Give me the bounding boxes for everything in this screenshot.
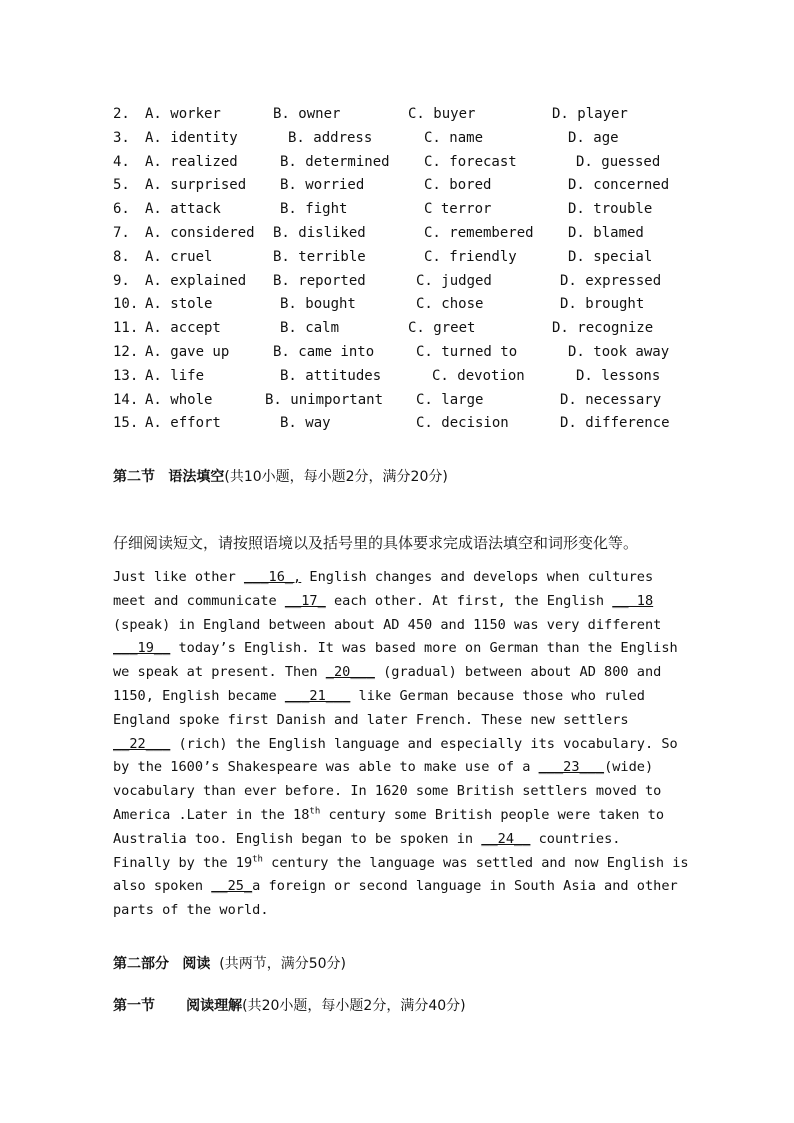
passage: Just like other ___16_, English changes and develops when cultures meet and communicate __17_ each other. At first, the English __ 18 (speak) in England between about AD 450 and 1150 was very different ___19__ today’s English. It was based more on German than the English we speak at present. Then _20___ (gradual) between about AD 800 and 1150, English became ___21___ like German because those who ruled England spoke first Danish and later French. These new settlers __22___ (rich) the English language and especially its vocabulary. So by the 1600’s Shakespeare was able to make use of a ___23___(wide) vocabulary than ever before. In 1620 some British settlers moved to America .Later in the 18th century some British people were taken to Australia too. English began to be spoken in __24__ countries. Finally by the 19th century the language was settled and now English is also spoken __25_a foreign or second language in South Asia and other parts of the world. [113, 569, 689, 919]
blank-23: ___23___ [538, 759, 605, 776]
part-heading-reading [113, 953, 346, 975]
option-a: A. accept [145, 320, 221, 337]
option-b: B. worried [280, 177, 365, 194]
option-a: A. effort [145, 415, 221, 432]
question-number: 5. [113, 177, 130, 194]
option-c: C. friendly [424, 248, 517, 265]
blank-20: _20___ [325, 664, 375, 681]
option-d: D. took away [568, 344, 670, 360]
part-name: 阅读 [182, 956, 211, 972]
question-number: 12. [113, 344, 139, 360]
option-a: A. worker [145, 106, 221, 122]
option-a: A. considered [145, 225, 255, 241]
question-number: 6. [113, 201, 130, 218]
option-d: D. lessons [576, 367, 661, 384]
part-info: (共两节，满分50分) [219, 956, 347, 972]
section-info: (共20小题，每小题2分，满分40分) [242, 998, 466, 1014]
option-c: C. remembered [424, 225, 534, 241]
option-a: A. attack [145, 201, 221, 218]
section-name: 语法填空 [168, 469, 225, 485]
option-a: A. whole [145, 391, 213, 408]
blank-25: __25_ [211, 878, 253, 895]
option-d: D. concerned [568, 177, 670, 194]
option-d: D. guessed [576, 153, 661, 170]
option-b: B. determined [280, 153, 390, 170]
question-number: 9. [113, 272, 130, 289]
question-number: 7. [113, 225, 130, 241]
question-number: 14. [113, 391, 139, 408]
option-c: C. name [424, 129, 484, 146]
option-c: C. judged [416, 272, 492, 289]
blank-17: __17_ [284, 592, 326, 609]
option-a: A. life [145, 367, 205, 384]
option-d: D. trouble [568, 201, 653, 218]
option-c: C terror [424, 201, 492, 218]
option-a: A. cruel [145, 248, 213, 265]
part-number: 第二部分 [113, 956, 169, 972]
option-c: C. buyer [408, 106, 476, 122]
blank-19: ___19__ [113, 640, 171, 657]
question-number: 11. [113, 320, 139, 337]
question-number: 2. [113, 106, 130, 122]
section-info: (共10小题，每小题2分，满分20分) [224, 469, 448, 485]
question-number: 10. [113, 296, 139, 313]
blank-16: ___16_, [243, 569, 302, 585]
option-b: B. address [288, 129, 373, 146]
option-b: B. came into [273, 344, 375, 360]
blank-24: __24__ [481, 830, 531, 847]
option-a: A. explained [145, 272, 247, 289]
option-b: B. reported [273, 272, 366, 289]
option-b: B. unimportant [265, 391, 384, 408]
option-c: C. bored [424, 177, 492, 194]
question-number: 3. [113, 129, 130, 146]
option-b: B. attitudes [280, 367, 382, 384]
option-a: A. identity [145, 129, 238, 146]
option-b: B. terrible [273, 248, 366, 265]
question-number: 8. [113, 248, 130, 265]
option-a: A. realized [145, 153, 238, 170]
option-d: D. blamed [568, 225, 644, 241]
option-d: D. expressed [560, 272, 662, 289]
section-number: 第二节 [113, 469, 155, 485]
option-d: D. recognize [552, 320, 654, 337]
section-number: 第一节 [113, 998, 155, 1014]
option-b: B. bought [280, 296, 356, 313]
option-a: A. gave up [145, 344, 230, 360]
option-c: C. turned to [416, 344, 518, 360]
option-b: B. disliked [273, 225, 366, 241]
option-d: D. brought [560, 296, 645, 313]
option-a: A. surprised [145, 177, 247, 194]
question-number: 13. [113, 367, 139, 384]
section-heading-grammar [113, 466, 448, 488]
blank-18: __ 18 [612, 592, 654, 609]
option-c: C. decision [416, 415, 509, 432]
option-d: D. special [568, 248, 653, 265]
option-b: B. owner [273, 106, 341, 122]
option-a: A. stole [145, 296, 213, 313]
option-c: C. forecast [424, 153, 517, 170]
option-d: D. difference [560, 415, 670, 432]
question-number: 4. [113, 153, 130, 170]
blank-21: ___21___ [284, 687, 351, 704]
question-number: 15. [113, 415, 139, 432]
option-c: C. large [416, 391, 484, 408]
option-c: C. greet [408, 320, 476, 337]
option-c: C. chose [416, 296, 484, 313]
option-d: D. necessary [560, 391, 662, 408]
section-heading-reading-comprehension [113, 995, 466, 1017]
blank-22: __22___ [113, 735, 171, 752]
option-b: B. way [280, 415, 331, 432]
instruction-text: 仔细阅读短文，请按照语境以及括号里的具体要求完成语法填空和词形变化等。 [113, 534, 639, 552]
option-b: B. calm [280, 320, 340, 337]
option-d: D. player [552, 106, 628, 122]
option-b: B. fight [280, 201, 348, 218]
section-name: 阅读理解 [186, 998, 243, 1014]
option-d: D. age [568, 129, 619, 146]
option-c: C. devotion [432, 367, 525, 384]
